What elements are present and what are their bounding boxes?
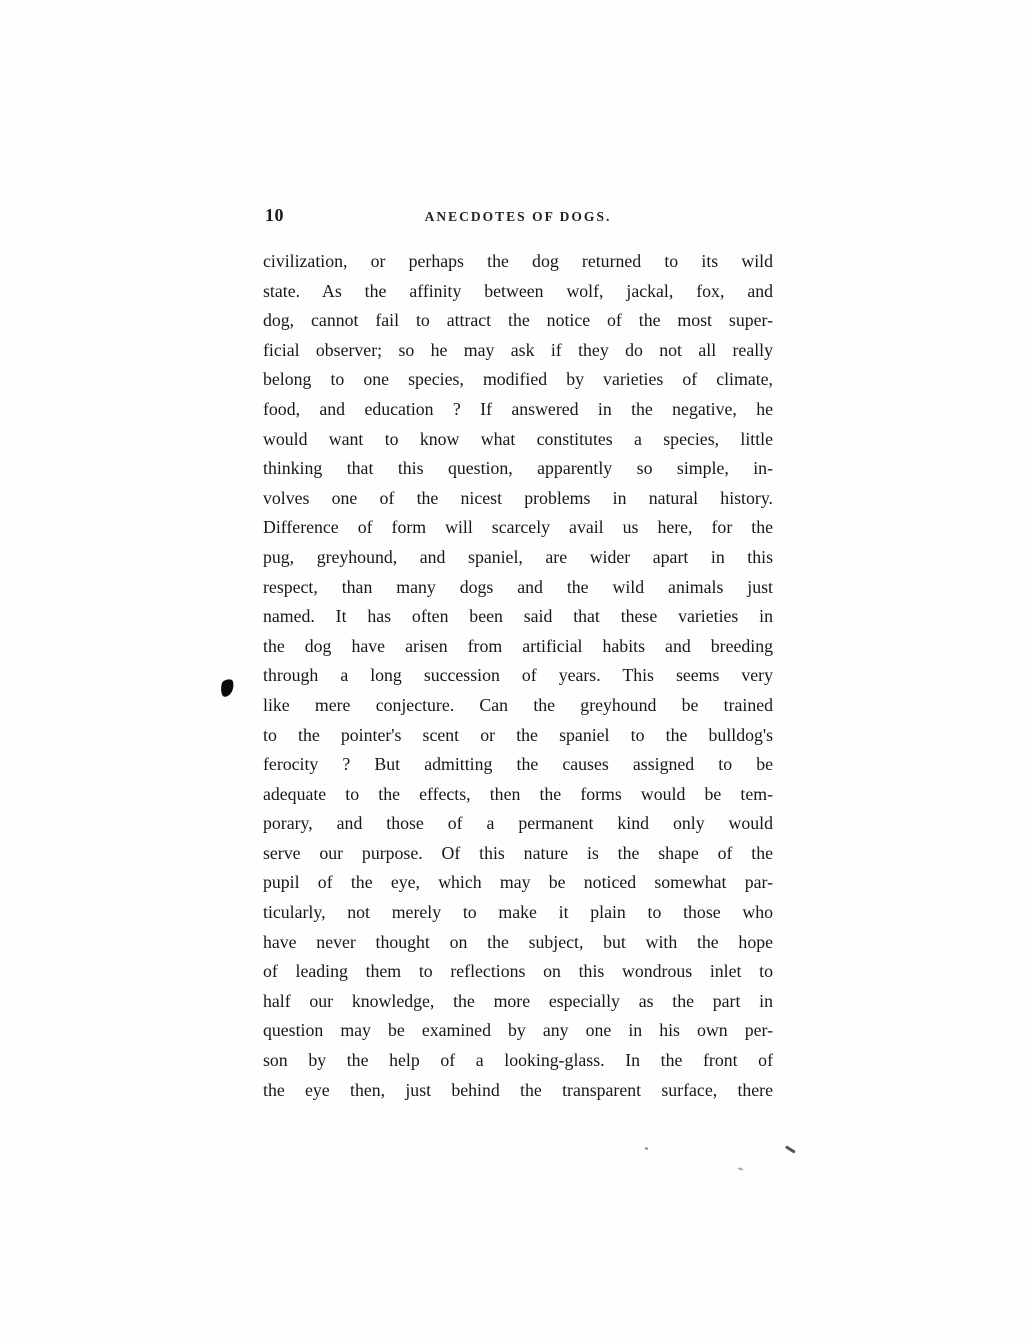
text-line: volves one of the nicest problems in natural history. xyxy=(263,487,773,508)
text-line: named. It has often been said that these varieties in xyxy=(263,606,773,627)
text-line: the eye then, just behind the transparent surface, there xyxy=(263,1079,773,1100)
text-line: thinking that this question, apparently so simple, in- xyxy=(263,458,773,479)
text-line: belong to one species, modified by varieties of climate, xyxy=(263,369,773,390)
text-line: question may be examined by any one in his own per- xyxy=(263,1020,773,1041)
text-line: respect, than many dogs and the wild animals just xyxy=(263,576,773,597)
text-line: half our knowledge, the more especially as the part in xyxy=(263,990,773,1011)
text-line: through a long succession of years. This seems very xyxy=(263,665,773,686)
text-line: son by the help of a looking-glass. In the front of xyxy=(263,1050,773,1071)
text-line: Difference of form will scarcely avail us here, for the xyxy=(263,517,773,538)
scan-speck xyxy=(645,1147,648,1150)
text-line: ficial observer; so he may ask if they do not all really xyxy=(263,339,773,360)
running-head: ANECDOTES OF DOGS. xyxy=(424,209,612,224)
text-line: food, and education ? If answered in the negative, he xyxy=(263,398,773,419)
text-line: have never thought on the subject, but with the hope xyxy=(263,931,773,952)
text-line: civilization, or perhaps the dog returned to its wild xyxy=(263,251,773,271)
text-line: would want to know what constitutes a species, little xyxy=(263,428,773,449)
text-line: to the pointer's scent or the spaniel to the bulldog's xyxy=(263,724,773,745)
scan-speck xyxy=(785,1145,796,1153)
text-line: dog, cannot fail to attract the notice of the most super- xyxy=(263,310,773,331)
text-line: state. As the affinity between wolf, jackal, fox, and xyxy=(263,280,773,301)
ink-blot-mark xyxy=(220,678,235,698)
text-line: serve our purpose. Of this nature is the shape of the xyxy=(263,842,773,863)
text-line: ferocity ? But admitting the causes assigned to be xyxy=(263,754,773,775)
text-line: the dog have arisen from artificial habits and breeding xyxy=(263,635,773,656)
body-text xyxy=(263,247,773,1105)
text-line: adequate to the effects, then the forms would be tem- xyxy=(263,783,773,804)
page-header xyxy=(263,205,773,229)
text-line: pupil of the eye, which may be noticed somewhat par- xyxy=(263,872,773,893)
text-line: ticularly, not merely to make it plain to those who xyxy=(263,902,773,923)
text-line: porary, and those of a permanent kind only would xyxy=(263,813,773,834)
scan-speck xyxy=(738,1167,743,1170)
text-line: of leading them to reflections on this wondrous inlet to xyxy=(263,961,773,982)
page-number: 10 xyxy=(265,205,284,225)
text-line: pug, greyhound, and spaniel, are wider apart in this xyxy=(263,546,773,567)
text-line: like mere conjecture. Can the greyhound be trained xyxy=(263,694,773,715)
